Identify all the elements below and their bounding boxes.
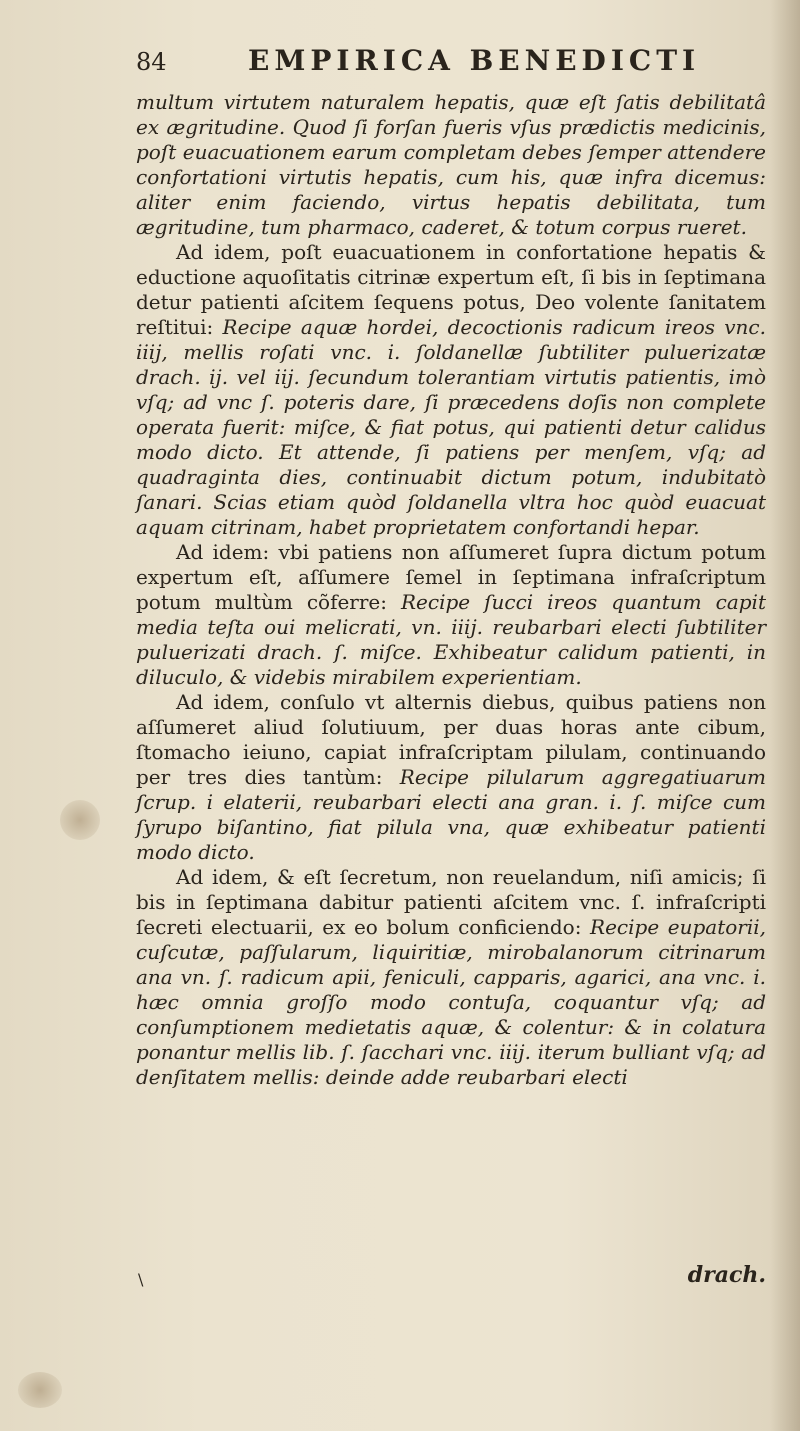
body-text xyxy=(136,90,766,1090)
paragraph xyxy=(136,240,766,540)
roman-text-span: Ad idem, conſulo vt alternis diebus, quibus patiens non aſſumeret aliud ſolutiuum, per duas horas ante cibum, ſtomacho ieiuno, capiat infraſcriptam pilulam, continuando per tres dies tantùm: xyxy=(136,690,766,789)
page-edge-shadow xyxy=(770,0,800,1431)
italic-text-span: Recipe ſucci ireos quantum capit media teſta oui melicrati, vn. iiij. reubarbari electi ſubtiliter puluerizati drach. ſ. miſce. Exhibeatur calidum patienti, in diluculo, & videbis mirabilem experientiam. xyxy=(136,590,766,689)
paper-stain xyxy=(60,800,100,840)
signature-mark: \ xyxy=(138,1270,144,1289)
catchword: drach. xyxy=(687,1262,766,1288)
roman-text-span: Ad idem: vbi patiens non aſſumeret ſupra dictum potum expertum eſt, aſſumere ſemel in ſeptimana infraſcriptum potum multùm cõferre: xyxy=(136,540,766,614)
roman-text-span: Ad idem, poſt euacuationem in confortatione hepatis & eductione aquoſitatis citrinæ expertum eſt, ſi bis in ſeptimana detur patienti aſcitem ſequens potus, Deo volente ſanitatem reſtitui: xyxy=(136,240,766,339)
italic-text-span: Recipe aquæ hordei, decoctionis radicum ireos vnc. iiij, mellis roſati vnc. i. ſoldanellæ ſubtiliter puluerizatæ drach. ij. vel iij. ſecundum tolerantiam virtutis patientis, imò vſq; ad vnc ſ. poteris dare, ſi præcedens doſis non complete operata fuerit: miſce, & fiat potus, qui patienti detur calidus modo dicto. Et attende, ſi patiens per menſem, vſq; ad quadraginta dies, continuabit dictum potum, indubitatò ſanari. Scias etiam quòd ſoldanella vltra hoc quòd euacuat aquam citrinam, habet proprietatem confortandi hepar. xyxy=(136,315,766,539)
italic-text-span: multum virtutem naturalem hepatis, quæ eſt ſatis debilitatâ ex ægritudine. Quod ſi forſan fueris vſus prædictis medicinis, poſt euacuationem earum completam debes ſemper attendere confortationi virtutis hepatis, cum his, quæ infra dicemus: aliter enim faciendo, virtus hepatis debilitata, tum ægritudine, tum pharmaco, caderet, & totum corpus rueret. xyxy=(136,90,766,239)
paper-stain xyxy=(18,1372,62,1408)
italic-text-span: Recipe pilularum aggregatiuarum ſcrup. i elaterii, reubarbari electi ana gran. i. ſ. miſce cum ſyrupo biſantino, fiat pilula vna, quæ exhibeatur patienti modo dicto. xyxy=(136,765,766,864)
paragraph xyxy=(136,865,766,1090)
page-number: 84 xyxy=(136,48,167,76)
italic-text-span: Recipe eupatorii, cuſcutæ, paſſularum, liquiritiæ, mirobalanorum citrinarum ana vn. ſ. radicum apii, feniculi, capparis, agarici, ana vnc. i. hæc omnia groſſo modo contuſa, coquantur vſq; ad conſumptionem medietatis aquæ, & colentur: & in colatura ponantur mellis lib. ſ. ſacchari vnc. iiij. iterum bulliant vſq; ad denſitatem mellis: deinde adde reubarbari electi xyxy=(136,915,766,1089)
paragraph xyxy=(136,690,766,865)
running-head: EMPIRICA BENEDICTI xyxy=(248,44,701,77)
paragraph xyxy=(136,540,766,690)
page-header xyxy=(136,44,766,88)
roman-text-span: Ad idem, & eſt ſecretum, non reuelandum, niſi amicis; ſi bis in ſeptimana dabitur patienti aſcitem vnc. ſ. infraſcripti ſecreti electuarii, ex eo bolum conficiendo: xyxy=(136,865,766,939)
paragraph xyxy=(136,90,766,240)
